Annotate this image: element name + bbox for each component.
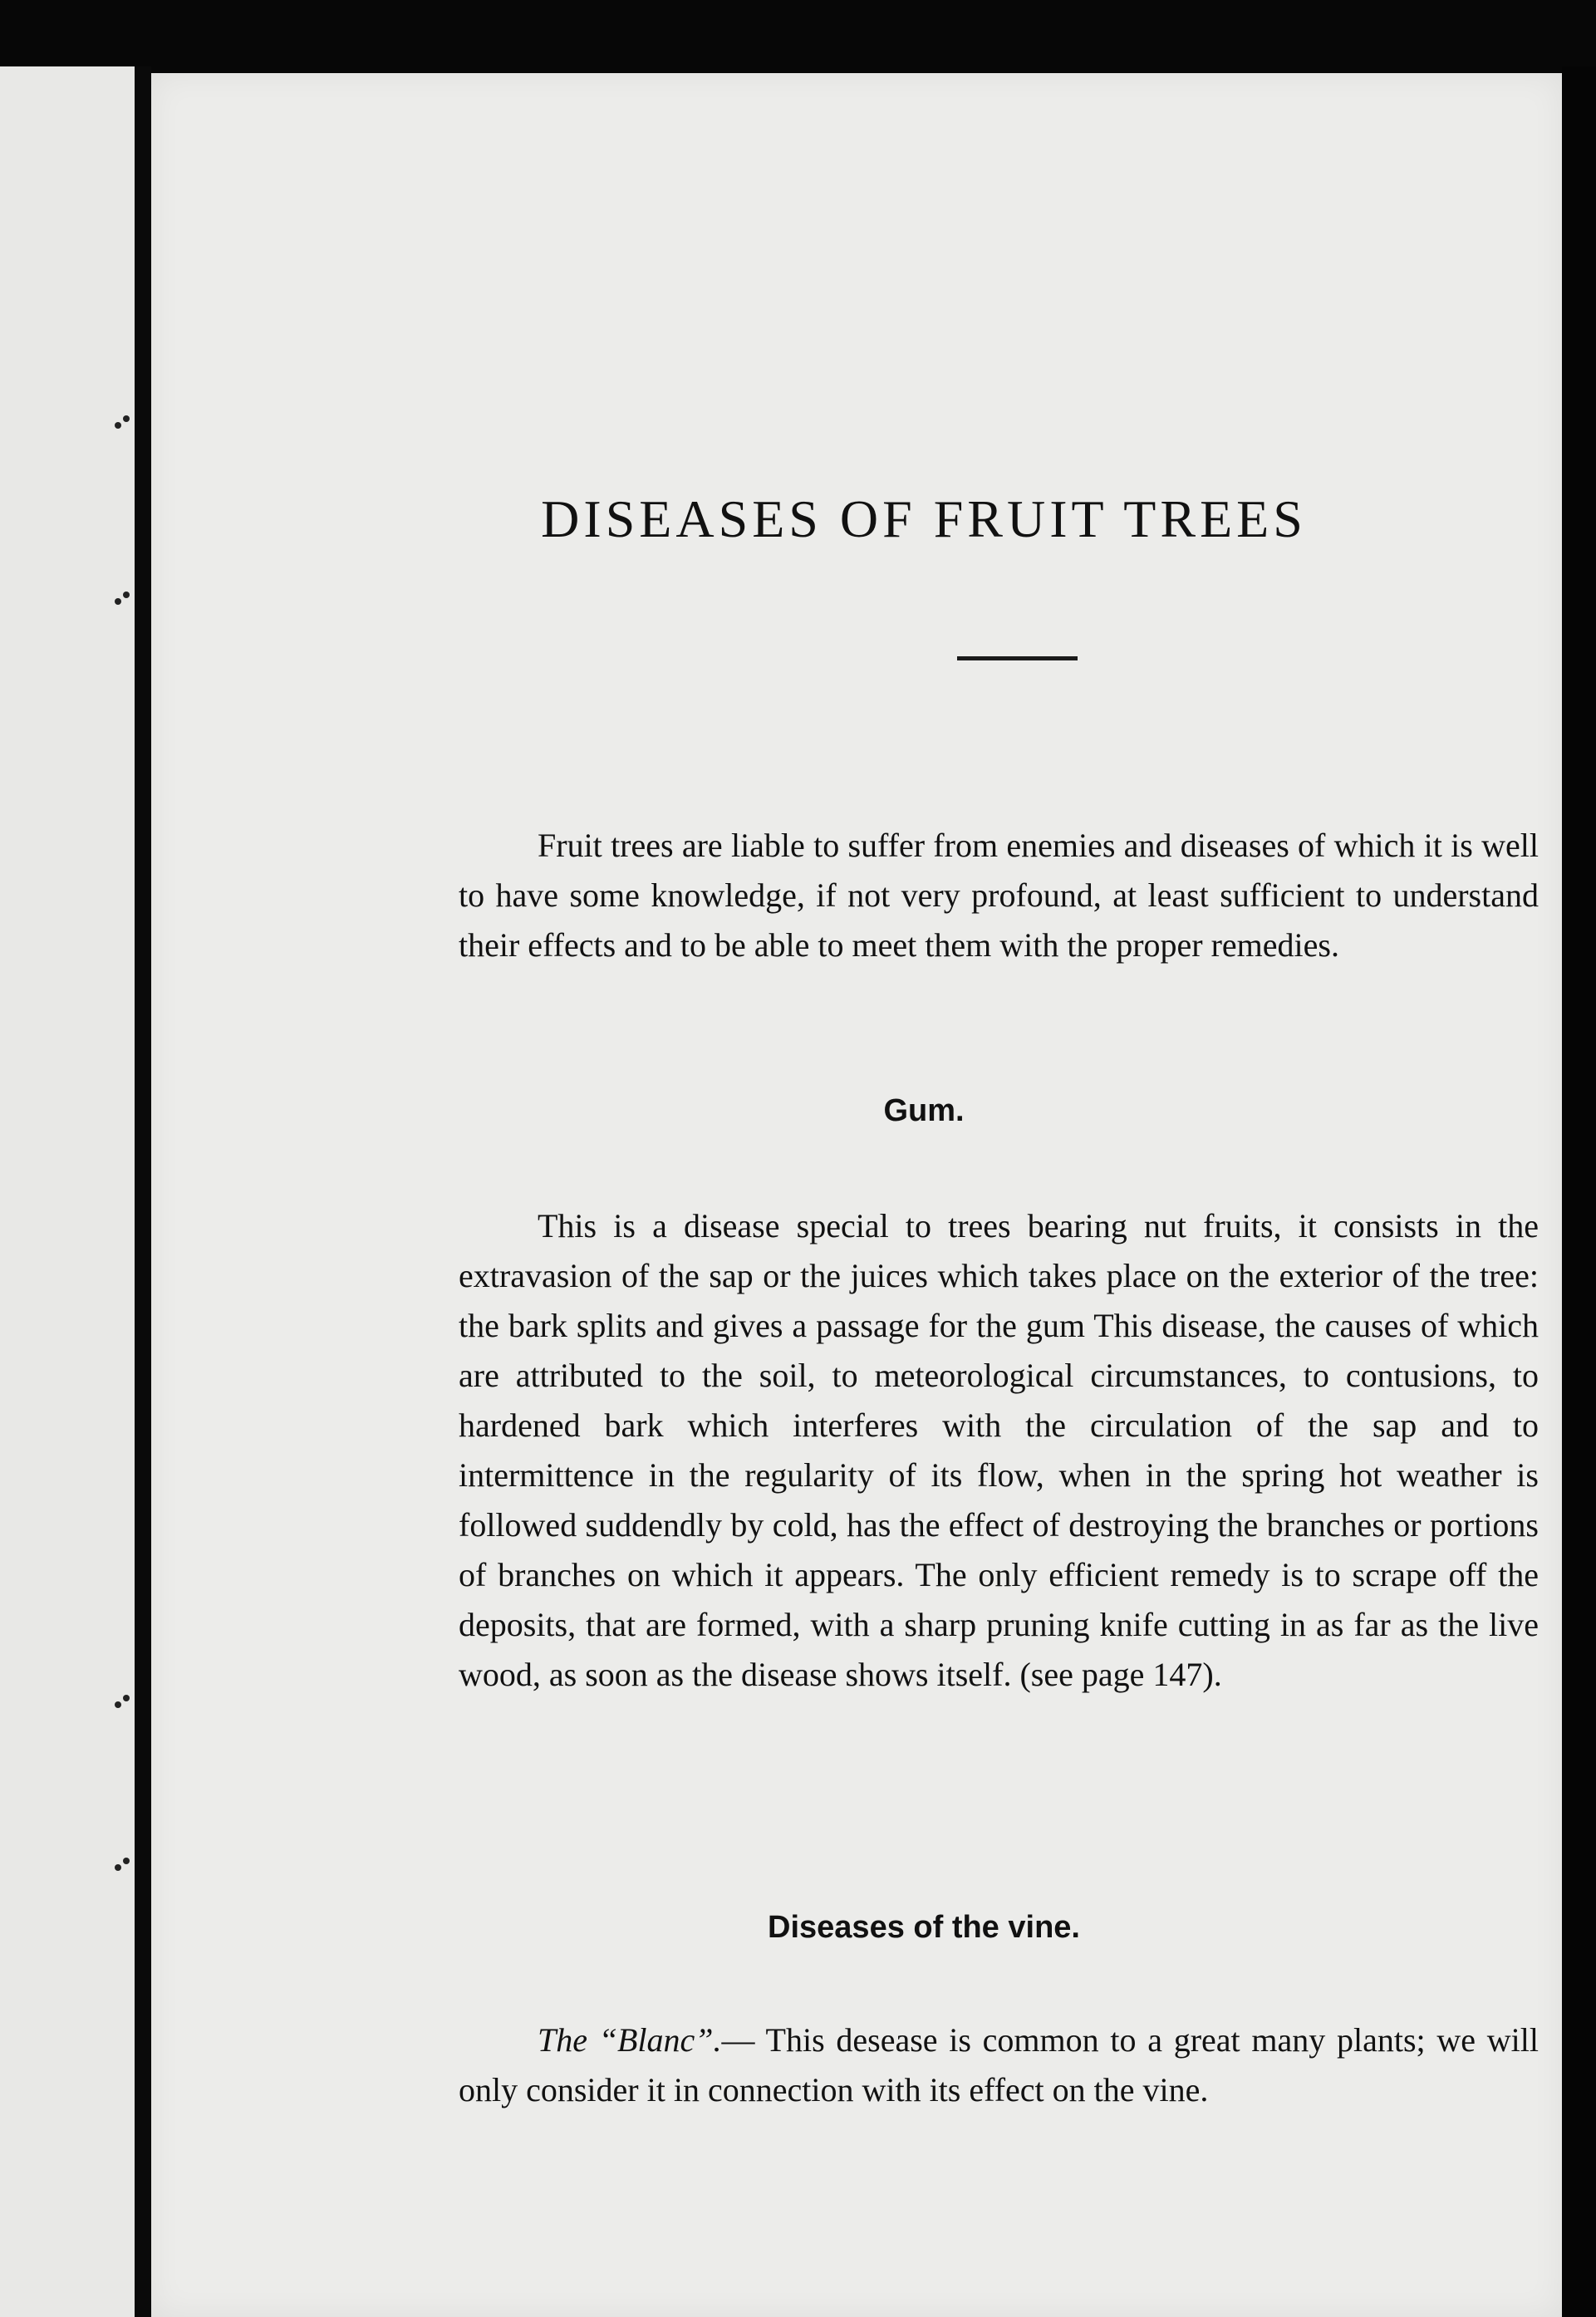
margin-mark [123,592,130,598]
previous-page-edge [0,66,135,2317]
margin-mark [115,422,121,429]
section-heading-gum: Gum. [883,1093,965,1128]
vine-lead: The “Blanc”. [538,2021,722,2059]
margin-mark [123,1695,130,1701]
section-heading-vine: Diseases of the vine. [768,1910,1080,1945]
margin-mark [115,598,121,605]
book-page [151,73,1562,2317]
binding-gutter [135,66,151,2317]
page-title: DISEASES OF FRUIT TREES [541,489,1307,548]
gum-paragraph [459,1201,1539,1700]
margin-mark [115,1701,121,1708]
scan-border [1562,66,1596,2317]
gum-text: This is a disease special to trees bearing nut fruits, it consists in the extravasion of the sap or the juices which takes place on the exterior of the tree: the bark splits and gives a passage for the gum This disease, the causes of which are attributed to the soil, to meteorological circumstances, to contusions, to hardened bark which interferes with the circulation of the sap and to intermittence in the regularity of its flow, when in the spring hot weather is followed suddendly by cold, has the effect of destroying the branches or portions of branches on which it appears. The only efficient remedy is to scrape off the deposits, that are formed, with a sharp pruning knife cutting in as far as the live wood, as soon as the disease shows itself. (see page 147). [459,1207,1539,1693]
margin-mark [123,415,130,422]
intro-text: Fruit trees are liable to suffer from enemies and diseases of which it is well to have some knowledge, if not very profound, at least sufficient to understand their effects and to be able to meet them with the proper remedies. [459,827,1539,964]
vine-text: — This desease is common to a great many plants; we will only consider it in connection with its effect on the vine. [459,2021,1539,2108]
title-rule [957,656,1078,660]
vine-paragraph [459,2015,1539,2115]
margin-mark [123,1858,130,1864]
margin-mark [115,1864,121,1871]
intro-paragraph [459,821,1539,970]
